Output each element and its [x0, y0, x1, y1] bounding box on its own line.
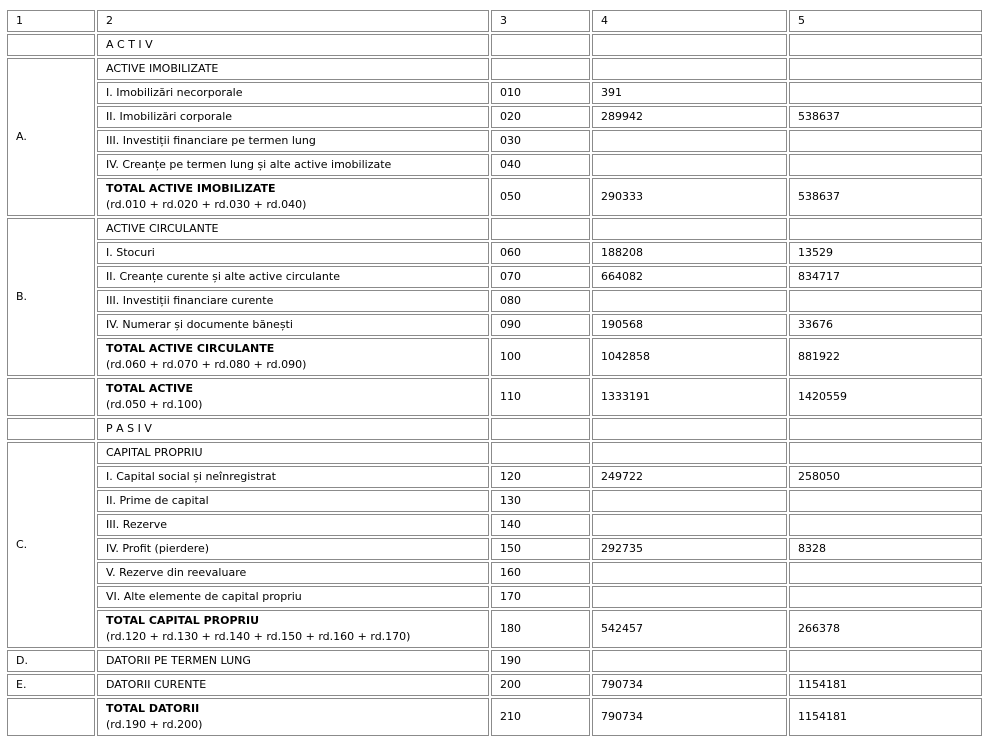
row-value-col5-cell	[789, 290, 982, 312]
row-code-cell: 190	[491, 650, 590, 672]
table-row	[7, 82, 982, 104]
row-value-col4-cell	[592, 442, 787, 464]
row-code-cell: 050	[491, 178, 590, 216]
empty-cell	[7, 418, 95, 440]
row-value-col4-cell	[592, 290, 787, 312]
empty-cell	[789, 34, 982, 56]
total-row-formula: (rd.190 + rd.200)	[106, 718, 203, 731]
row-value-col5-cell: 538637	[789, 178, 982, 216]
row-label-cell	[97, 698, 489, 736]
table-row	[7, 290, 982, 312]
row-value-col4-cell: 391	[592, 82, 787, 104]
row-code-cell: 160	[491, 562, 590, 584]
row-value-col5-cell	[789, 58, 982, 80]
row-value-col5-cell	[789, 490, 982, 512]
empty-cell	[592, 34, 787, 56]
total-row-label: TOTAL DATORII	[106, 702, 200, 715]
table-row	[7, 106, 982, 128]
row-code-cell: 020	[491, 106, 590, 128]
row-code-cell: 180	[491, 610, 590, 648]
row-code-cell: 010	[491, 82, 590, 104]
row-value-col4-cell: 1042858	[592, 338, 787, 376]
row-label-cell: I. Stocuri	[97, 242, 489, 264]
row-label-cell: CAPITAL PROPRIU	[97, 442, 489, 464]
row-value-col4-cell: 790734	[592, 674, 787, 696]
table-row	[7, 586, 982, 608]
row-label-cell: IV. Profit (pierdere)	[97, 538, 489, 560]
row-value-col5-cell: 1420559	[789, 378, 982, 416]
table-row	[7, 378, 982, 416]
table-row	[7, 218, 982, 240]
total-row-formula: (rd.050 + rd.100)	[106, 398, 203, 411]
row-label-cell: VI. Alte elemente de capital propriu	[97, 586, 489, 608]
section-letter-cell: B.	[7, 218, 95, 376]
section-letter-cell: D.	[7, 650, 95, 672]
table-row	[7, 58, 982, 80]
row-value-col5-cell: 266378	[789, 610, 982, 648]
row-value-col4-cell: 188208	[592, 242, 787, 264]
column-header-3: 3	[491, 10, 590, 32]
table-row	[7, 674, 982, 696]
row-label-cell: I. Imobilizări necorporale	[97, 82, 489, 104]
empty-cell	[491, 418, 590, 440]
total-row-label: TOTAL ACTIVE CIRCULANTE	[106, 342, 275, 355]
row-value-col5-cell: 13529	[789, 242, 982, 264]
row-label-cell: II. Creanțe curente și alte active circulante	[97, 266, 489, 288]
row-value-col4-cell	[592, 586, 787, 608]
row-value-col5-cell	[789, 154, 982, 176]
row-code-cell: 110	[491, 378, 590, 416]
row-value-col5-cell: 258050	[789, 466, 982, 488]
empty-cell	[7, 698, 95, 736]
total-row-formula: (rd.120 + rd.130 + rd.140 + rd.150 + rd.160 + rd.170)	[106, 630, 411, 643]
row-code-cell: 120	[491, 466, 590, 488]
column-header-4: 4	[592, 10, 787, 32]
table-row	[7, 562, 982, 584]
row-value-col5-cell: 1154181	[789, 698, 982, 736]
row-code-cell: 150	[491, 538, 590, 560]
empty-cell	[7, 378, 95, 416]
row-value-col4-cell	[592, 650, 787, 672]
row-label-cell	[97, 338, 489, 376]
row-code-cell	[491, 218, 590, 240]
row-value-col5-cell	[789, 442, 982, 464]
total-row-label: TOTAL CAPITAL PROPRIU	[106, 614, 260, 627]
row-label-cell: I. Capital social și neînregistrat	[97, 466, 489, 488]
row-code-cell	[491, 442, 590, 464]
row-label-cell: V. Rezerve din reevaluare	[97, 562, 489, 584]
table-row	[7, 242, 982, 264]
row-value-col4-cell	[592, 490, 787, 512]
row-value-col5-cell: 1154181	[789, 674, 982, 696]
row-value-col5-cell	[789, 82, 982, 104]
row-code-cell: 170	[491, 586, 590, 608]
table-row	[7, 154, 982, 176]
row-value-col4-cell: 790734	[592, 698, 787, 736]
row-value-col5-cell: 8328	[789, 538, 982, 560]
row-label-cell: II. Imobilizări corporale	[97, 106, 489, 128]
row-label-cell: ACTIVE CIRCULANTE	[97, 218, 489, 240]
section-title-row-activ	[7, 34, 982, 56]
section-letter-cell: C.	[7, 442, 95, 648]
total-row-label: TOTAL ACTIVE IMOBILIZATE	[106, 182, 276, 195]
row-value-col5-cell	[789, 586, 982, 608]
row-value-col4-cell	[592, 154, 787, 176]
row-code-cell: 030	[491, 130, 590, 152]
row-label-cell: III. Investiții financiare pe termen lung	[97, 130, 489, 152]
table-row	[7, 266, 982, 288]
row-code-cell: 130	[491, 490, 590, 512]
row-value-col5-cell: 881922	[789, 338, 982, 376]
row-label-cell: DATORII CURENTE	[97, 674, 489, 696]
row-label-cell	[97, 610, 489, 648]
row-code-cell: 070	[491, 266, 590, 288]
row-code-cell: 060	[491, 242, 590, 264]
table-row	[7, 650, 982, 672]
row-value-col4-cell	[592, 514, 787, 536]
row-value-col5-cell	[789, 514, 982, 536]
table-row	[7, 514, 982, 536]
activ-section-title: A C T I V	[97, 34, 489, 56]
row-value-col5-cell: 33676	[789, 314, 982, 336]
table-row	[7, 610, 982, 648]
pasiv-section-title: P A S I V	[97, 418, 489, 440]
section-title-row-pasiv	[7, 418, 982, 440]
row-code-cell: 040	[491, 154, 590, 176]
row-value-col4-cell: 664082	[592, 266, 787, 288]
table-row	[7, 338, 982, 376]
row-code-cell: 080	[491, 290, 590, 312]
empty-cell	[7, 34, 95, 56]
row-value-col4-cell: 290333	[592, 178, 787, 216]
table-row	[7, 178, 982, 216]
empty-cell	[491, 34, 590, 56]
row-value-col5-cell	[789, 218, 982, 240]
column-header-1: 1	[7, 10, 95, 32]
total-row-label: TOTAL ACTIVE	[106, 382, 194, 395]
empty-cell	[592, 418, 787, 440]
row-value-col5-cell	[789, 650, 982, 672]
row-code-cell: 200	[491, 674, 590, 696]
table-row	[7, 314, 982, 336]
row-value-col4-cell	[592, 130, 787, 152]
row-value-col4-cell: 1333191	[592, 378, 787, 416]
row-label-cell: IV. Numerar și documente bănești	[97, 314, 489, 336]
balance-sheet-table	[5, 8, 984, 738]
row-code-cell	[491, 58, 590, 80]
total-row-formula: (rd.060 + rd.070 + rd.080 + rd.090)	[106, 358, 307, 371]
table-row	[7, 130, 982, 152]
column-header-5: 5	[789, 10, 982, 32]
table-row	[7, 466, 982, 488]
row-label-cell	[97, 378, 489, 416]
row-label-cell: III. Rezerve	[97, 514, 489, 536]
row-value-col4-cell: 542457	[592, 610, 787, 648]
row-value-col4-cell: 289942	[592, 106, 787, 128]
row-label-cell: IV. Creanțe pe termen lung și alte active imobilizate	[97, 154, 489, 176]
row-value-col4-cell: 292735	[592, 538, 787, 560]
row-code-cell: 090	[491, 314, 590, 336]
table-row	[7, 490, 982, 512]
row-value-col4-cell: 190568	[592, 314, 787, 336]
row-label-cell: ACTIVE IMOBILIZATE	[97, 58, 489, 80]
row-code-cell: 140	[491, 514, 590, 536]
row-value-col4-cell	[592, 218, 787, 240]
section-letter-cell: E.	[7, 674, 95, 696]
table-header-row	[7, 10, 982, 32]
row-label-cell	[97, 178, 489, 216]
row-value-col5-cell: 538637	[789, 106, 982, 128]
empty-cell	[789, 418, 982, 440]
total-row-formula: (rd.010 + rd.020 + rd.030 + rd.040)	[106, 198, 307, 211]
row-code-cell: 210	[491, 698, 590, 736]
table-row	[7, 698, 982, 736]
row-label-cell: III. Investiții financiare curente	[97, 290, 489, 312]
section-letter-cell: A.	[7, 58, 95, 216]
row-value-col4-cell	[592, 58, 787, 80]
row-value-col5-cell	[789, 130, 982, 152]
table-row	[7, 442, 982, 464]
row-value-col5-cell	[789, 562, 982, 584]
row-label-cell: DATORII PE TERMEN LUNG	[97, 650, 489, 672]
row-value-col5-cell: 834717	[789, 266, 982, 288]
row-value-col4-cell: 249722	[592, 466, 787, 488]
table-row	[7, 538, 982, 560]
row-value-col4-cell	[592, 562, 787, 584]
column-header-2: 2	[97, 10, 489, 32]
row-code-cell: 100	[491, 338, 590, 376]
row-label-cell: II. Prime de capital	[97, 490, 489, 512]
